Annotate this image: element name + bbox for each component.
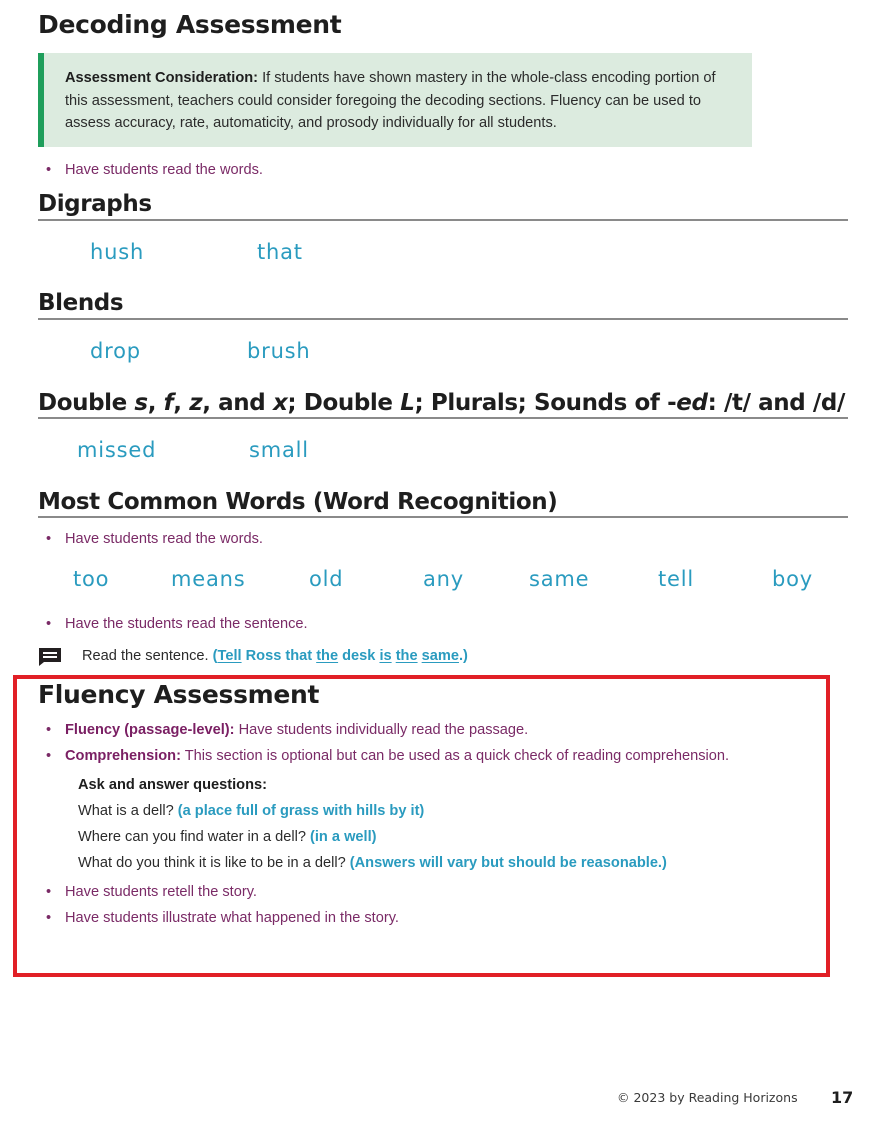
decoding-word: brush bbox=[247, 339, 311, 363]
fluency-highlight-box bbox=[13, 675, 830, 977]
fluency-followup: • Have students retell the story. bbox=[46, 884, 257, 900]
copyright-footer: © 2023 by Reading Horizons bbox=[617, 1090, 798, 1105]
underlined-common-word: is bbox=[379, 648, 392, 664]
qa-item bbox=[78, 855, 667, 871]
common-word: tell bbox=[658, 567, 695, 591]
page-number: 17 bbox=[831, 1088, 854, 1107]
decoding-word: hush bbox=[90, 240, 145, 264]
callout-text: If students have shown mastery in the whole-class encoding portion of this assessment, teachers could consider foregoing the decoding sections. Fluency can be used to assess accuracy, rate, automaticity, and prosody individually for all students. bbox=[65, 70, 716, 131]
sentence-prompt-line bbox=[38, 646, 468, 666]
section-divider bbox=[38, 219, 848, 221]
common-word: means bbox=[171, 567, 246, 591]
answer: (a place full of grass with hills by it) bbox=[177, 803, 425, 819]
sentence-prompt: Read the sentence. bbox=[82, 648, 209, 664]
underlined-common-word: same bbox=[421, 648, 459, 664]
answer: (in a well) bbox=[310, 829, 377, 845]
section-divider bbox=[38, 516, 848, 518]
question: Where can you find water in a dell? bbox=[78, 829, 311, 845]
section-heading-fluency: Fluency Assessment bbox=[38, 680, 320, 709]
bullet-icon: • bbox=[46, 748, 52, 764]
common-word: boy bbox=[772, 567, 814, 591]
instruction-read-sentence: • Have the students read the sentence. bbox=[46, 616, 308, 632]
bullet-icon: • bbox=[46, 162, 52, 178]
fluency-item: • Comprehension: This section is optional but can be used as a quick check of reading comprehension. bbox=[46, 748, 730, 764]
decoding-word: drop bbox=[90, 339, 141, 363]
fluency-followup: • Have students illustrate what happened in the story. bbox=[46, 910, 399, 926]
question: What is a dell? bbox=[78, 803, 178, 819]
underlined-common-word: Tell bbox=[217, 648, 242, 664]
section-divider bbox=[38, 417, 848, 419]
sentence-answer: (Tell Ross that the desk is the same.) bbox=[212, 648, 468, 664]
bullet-icon: • bbox=[46, 884, 52, 900]
fluency-item: • Fluency (passage-level): Have students individually read the passage. bbox=[46, 722, 529, 738]
decoding-word: small bbox=[249, 438, 309, 462]
section-heading-common-words: Most Common Words (Word Recognition) bbox=[38, 489, 558, 515]
speech-bubble-icon bbox=[38, 647, 62, 667]
section-heading-blends: Blends bbox=[38, 290, 124, 316]
common-word: old bbox=[309, 567, 344, 591]
page-title: Decoding Assessment bbox=[38, 10, 342, 39]
common-word: too bbox=[73, 567, 110, 591]
underlined-common-word: the bbox=[316, 648, 339, 664]
bullet-icon: • bbox=[46, 722, 52, 738]
underlined-common-word: the bbox=[395, 648, 418, 664]
section-divider bbox=[38, 318, 848, 320]
decoding-word: that bbox=[257, 240, 303, 264]
bullet-icon: • bbox=[46, 910, 52, 926]
decoding-word: missed bbox=[77, 438, 157, 462]
bullet-icon: • bbox=[46, 616, 52, 632]
answer: (Answers will vary but should be reasonable.) bbox=[349, 855, 667, 871]
section-heading-double-letters: Double s, f, z, and x; Double L; Plurals; Sounds of -ed: /t/ and /d/ bbox=[38, 390, 846, 416]
assessment-consideration-callout bbox=[38, 53, 752, 147]
section-heading-digraphs: Digraphs bbox=[38, 191, 152, 217]
instruction-read-words: • Have students read the words. bbox=[46, 162, 263, 178]
callout-label: Assessment Consideration: bbox=[65, 70, 259, 86]
common-word: any bbox=[423, 567, 465, 591]
bullet-icon: • bbox=[46, 531, 52, 547]
qa-item bbox=[78, 829, 377, 845]
instruction-read-common-words: • Have students read the words. bbox=[46, 531, 263, 547]
common-word: same bbox=[529, 567, 590, 591]
qa-heading: Ask and answer questions: bbox=[78, 777, 267, 793]
question: What do you think it is like to be in a dell? bbox=[78, 855, 350, 871]
qa-item bbox=[78, 803, 424, 819]
